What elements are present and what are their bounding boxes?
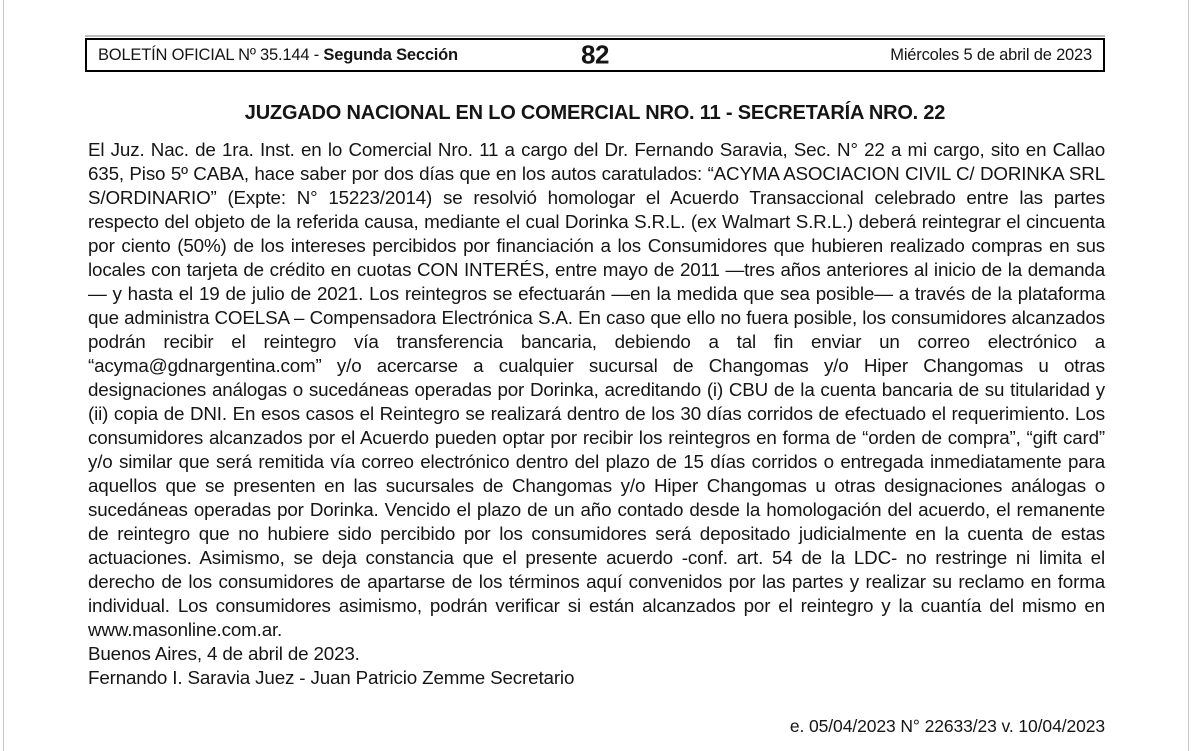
page-number: 82: [581, 39, 609, 70]
masthead-title-section: Segunda Sección: [323, 45, 458, 64]
notice-place-date: Buenos Aires, 4 de abril de 2023.: [88, 643, 360, 664]
notice-title: JUZGADO NACIONAL EN LO COMERCIAL NRO. 11 - SECRETARÍA NRO. 22: [244, 102, 946, 124]
publication-footer: e. 05/04/2023 N° 22633/23 v. 10/04/2023: [789, 716, 1105, 736]
page-left-edge: [3, 0, 4, 751]
masthead-bar: [85, 38, 1105, 72]
masthead-date: Miércoles 5 de abril de 2023: [890, 45, 1092, 64]
notice-paragraph: El Juz. Nac. de 1ra. Inst. en lo Comercial Nro. 11 a cargo del Dr. Fernando Saravia, Sec. N° 22 a mi cargo, sito en Callao 635, Piso 5º CABA, hace saber por dos días que en los autos caratulados: “ACYMA ASOCIACION CIVIL C/ DORINKA SRL S/ORDINARIO” (Expte: N° 15223/2014) se resolvió homologar el Acuerdo Transaccional celebrado entre las partes respecto del objeto de la referida causa, mediante el cual Dorinka S.R.L. (ex Walmart S.R.L.) deberá reintegrar el cincuenta por ciento (50%) de los intereses percibidos por financiación a los Consumidores que hubieren realizado compras en sus locales con tarjeta de crédito en cuotas CON INTERÉS, entre mayo de 2011 —tres años anteriores al inicio de la demanda— y hasta el 19 de julio de 2021. Los reintegros se efectuarán —en la medida que sea posible— a través de la plataforma que administra COELSA – Compensadora Electrónica S.A. En caso que ello no fuera posible, los consumidores alcanzados podrán recibir el reintegro vía transferencia bancaria, debiendo a tal fin enviar un correo electrónico a “acyma@gdnargentina.com” y/o acercarse a cualquier sucursal de Changomas y/o Hiper Changomas u otras designaciones análogas o sucedáneas operadas por Dorinka, acreditando (i) CBU de la cuenta bancaria de su titularidad y (ii) copia de DNI. En esos casos el Reintegro se realizará dentro de los 30 días corridos de efectuado el requerimiento. Los consumidores alcanzados por el Acuerdo pueden optar por recibir los reintegros en forma de “orden de compra”, “gift card” y/o similar que será remitida vía correo electrónico dentro del plazo de 15 días corridos o entregada inmediatamente para aquellos que se presenten en las sucursales de Changomas y/o Hiper Changomas u otras designaciones análogas o sucedáneas operadas por Dorinka. Vencido el plazo de un año contado desde la homologación del acuerdo, el remanente de reintegro que no hubiere sido percibido por los consumidores será depositado judicialmente en la cuenta de estas actuaciones. Asimismo, se deja constancia que el presente acuerdo -conf. art. 54 de la LDC- no restringe ni limita el derecho de los consumidores de apartarse de los términos aquí convenidos por las partes y realizar su reclamo en forma individual. Los consumidores asimismo, podrán verificar si están alcanzados por el reintegro y la cuantía del mismo en www.masonline.com.ar.: [88, 139, 1105, 640]
notice-body: [88, 138, 1105, 690]
masthead-title: [98, 46, 458, 65]
notice-signature: Fernando I. Saravia Juez - Juan Patricio Zemme Secretario: [88, 667, 575, 688]
page-right-edge: [1188, 0, 1189, 751]
masthead-title-prefix: BOLETÍN OFICIAL Nº 35.144 -: [98, 45, 324, 64]
